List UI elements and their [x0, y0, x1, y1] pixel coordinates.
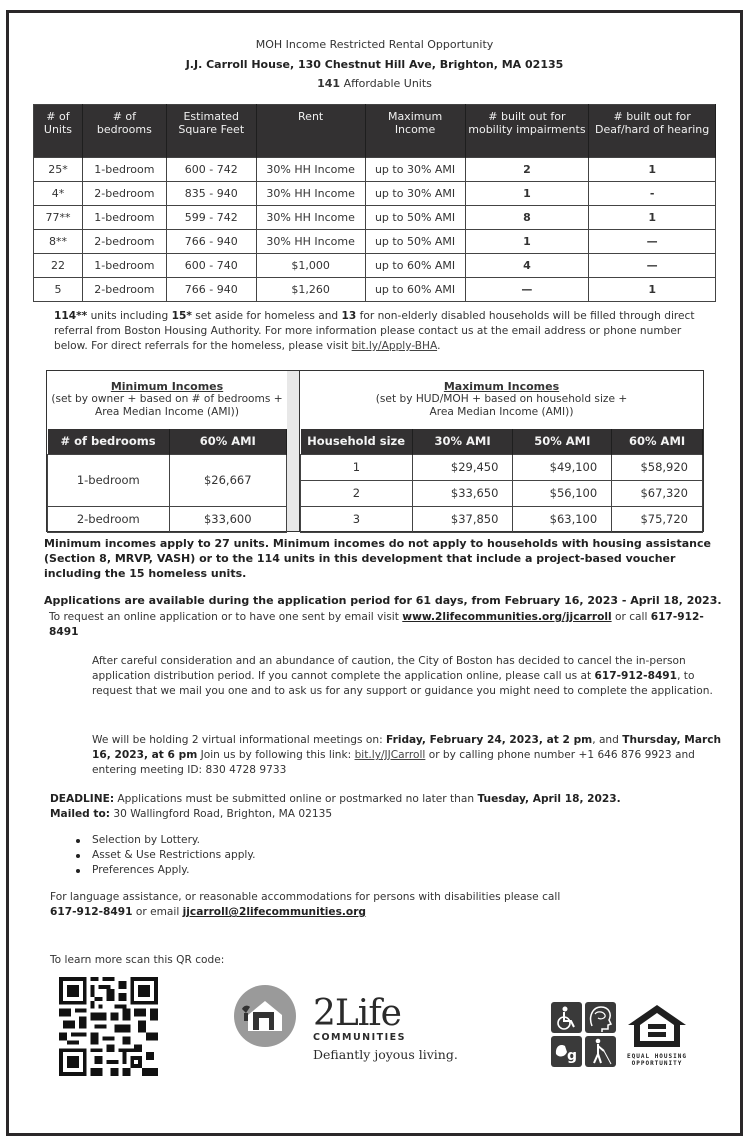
deadline	[50, 792, 730, 822]
unit-count: 141	[317, 77, 341, 90]
unit-count-label: Affordable Units	[340, 77, 432, 90]
eho-line-1: EQUAL HOUSING	[627, 1053, 687, 1060]
col-header: # of bedrooms	[48, 429, 170, 454]
cell-rent: 30% HH Income	[256, 158, 365, 182]
qr-code-icon[interactable]	[57, 977, 160, 1076]
col-header: Estimated Square Feet	[166, 105, 256, 158]
cell-bedrooms: 2-bedroom	[48, 506, 170, 532]
cell-rent: 30% HH Income	[256, 206, 365, 230]
cell-30-ami: $29,450	[412, 454, 513, 480]
property-address: J.J. Carroll House, 130 Chestnut Hill Ave, Brighton, MA 02135	[185, 58, 564, 71]
col-header: # of Units	[34, 105, 83, 158]
requirements-list	[70, 833, 749, 878]
table-row	[34, 230, 716, 254]
cell-units: 22	[34, 254, 83, 278]
list-item: Preferences Apply.	[70, 863, 749, 878]
col-header: 60% AMI	[169, 429, 286, 454]
table-row	[301, 454, 703, 480]
cell-max-income: up to 30% AMI	[365, 182, 465, 206]
col-header: # built out for Deaf/hard of hearing	[589, 105, 716, 158]
2life-logo-icon	[234, 985, 296, 1047]
cell-deaf: -	[589, 182, 716, 206]
cell-sqft: 600 - 742	[166, 158, 256, 182]
table-row	[48, 506, 287, 532]
accessibility-icons	[551, 1002, 617, 1068]
units-table	[33, 104, 716, 302]
logo-name: 2Life	[313, 993, 401, 1034]
cell-mobility: 2	[465, 158, 589, 182]
cell-household-size: 1	[301, 454, 413, 480]
min-incomes-header	[48, 429, 287, 454]
cell-units: 5	[34, 278, 83, 302]
homeless-units: 15*	[171, 310, 192, 322]
text: To request an online application or to have one sent by email visit	[49, 611, 403, 623]
text: for non-elderly disabled households will be filled through direct referral from Boston Housing Authority. For more information please contact us at the email address or phone number below. For direct referrals for the homeless, please visit	[54, 310, 695, 352]
cell-deaf: —	[589, 254, 716, 278]
cell-income: $33,600	[169, 506, 286, 532]
cell-household-size: 3	[301, 506, 413, 532]
disabled-units: 13	[341, 310, 357, 322]
table-row	[34, 182, 716, 206]
table-divider	[287, 370, 299, 532]
cell-deaf: 1	[589, 206, 716, 230]
cell-mobility: 1	[465, 182, 589, 206]
application-period: Applications are available during the application period for 61 days, from February 16, 2023 - April 18, 2023.	[44, 594, 722, 607]
cell-max-income: up to 60% AMI	[365, 278, 465, 302]
deadline-date: Tuesday, April 18, 2023.	[477, 793, 621, 805]
email-link[interactable]: jjcarroll@2lifecommunities.org	[182, 906, 367, 918]
blind-person-icon	[585, 1036, 616, 1067]
max-incomes-title: Maximum Incomes	[443, 380, 560, 393]
meeting-date-2: Thursday, March 16, 2023, at 6 pm	[92, 734, 722, 761]
logo-tagline: Defiantly joyous living.	[313, 1047, 458, 1062]
mail-label: Mailed to:	[50, 808, 110, 820]
cell-mobility: —	[465, 278, 589, 302]
cell-50-ami: $49,100	[513, 454, 612, 480]
cell-max-income: up to 60% AMI	[365, 254, 465, 278]
units-table-header	[34, 105, 716, 158]
cell-bedrooms: 1-bedroom	[48, 454, 170, 506]
sign-language-icon	[551, 1036, 582, 1067]
minimum-incomes-table	[46, 370, 288, 532]
text: or call	[611, 611, 651, 623]
cell-units: 77**	[34, 206, 83, 230]
maximum-incomes-table	[299, 370, 704, 532]
col-header: Rent	[256, 105, 365, 158]
table-row	[34, 206, 716, 230]
request-application	[49, 610, 729, 640]
col-header: # built out for mobility impairments	[465, 105, 589, 158]
text: For language assistance, or reasonable accommodations for persons with disabilities please call	[50, 891, 561, 903]
table-row	[48, 454, 287, 506]
max-incomes-title-block	[300, 371, 703, 429]
list-item: Selection by Lottery.	[70, 833, 749, 848]
table-row	[301, 506, 703, 532]
text: After careful consideration and an abundance of caution, the City of Boston has decided to cancel the in-person application distribution period. If you cannot complete the application online, please call us at	[92, 655, 686, 682]
min-incomes-subtitle: (set by owner + based on # of bedrooms + Area Median Income (AMI))	[51, 393, 283, 418]
cell-bedrooms: 2-bedroom	[82, 278, 166, 302]
cancellation-note	[92, 654, 722, 699]
cell-max-income: up to 30% AMI	[365, 158, 465, 182]
max-incomes-header	[301, 429, 703, 454]
col-header: 30% AMI	[412, 429, 513, 454]
cell-sqft: 600 - 740	[166, 254, 256, 278]
cell-bedrooms: 1-bedroom	[82, 158, 166, 182]
cell-deaf: 1	[589, 278, 716, 302]
min-income-note: Minimum incomes apply to 27 units. Minimum incomes do not apply to households with housing assistance (Section 8, MRVP, VASH) or to the 114 units in this development that include a project-based voucher including the 15 homeless units.	[44, 537, 711, 580]
wheelchair-icon	[551, 1002, 582, 1033]
flyer-subtitle: MOH Income Restricted Rental Opportunity	[255, 38, 494, 51]
cell-50-ami: $63,100	[513, 506, 612, 532]
cell-bedrooms: 2-bedroom	[82, 230, 166, 254]
phone-number: 617-912-8491	[50, 906, 133, 918]
max-incomes-grid	[300, 429, 703, 533]
mail-address: 30 Wallingford Road, Brighton, MA 02135	[110, 808, 333, 820]
affordable-units-count	[0, 77, 749, 90]
cell-60-ami: $67,320	[612, 480, 703, 506]
assistance-note	[50, 890, 730, 920]
equal-housing-icon	[626, 1003, 688, 1049]
meetings-note	[92, 733, 722, 778]
col-header: Maximum Income	[365, 105, 465, 158]
meeting-date-1: Friday, February 24, 2023, at 2 pm	[386, 734, 593, 746]
cell-mobility: 4	[465, 254, 589, 278]
eho-line-2: OPPORTUNITY	[631, 1060, 683, 1067]
text: or email	[132, 906, 183, 918]
application-link[interactable]: www.2lifecommunities.org/jjcarroll	[402, 611, 612, 623]
cell-rent: $1,260	[256, 278, 365, 302]
cell-household-size: 2	[301, 480, 413, 506]
min-incomes-grid	[47, 429, 287, 533]
text: Applications must be submitted online or postmarked no later than	[114, 793, 478, 805]
phone-number: 617-912-8491	[594, 670, 678, 682]
cell-max-income: up to 50% AMI	[365, 206, 465, 230]
col-header: 50% AMI	[513, 429, 612, 454]
text: .	[437, 340, 441, 352]
cell-rent: 30% HH Income	[256, 230, 365, 254]
cell-income: $26,667	[169, 454, 286, 506]
cell-60-ami: $75,720	[612, 506, 703, 532]
min-incomes-title-block	[47, 371, 287, 429]
cell-rent: 30% HH Income	[256, 182, 365, 206]
referral-units: 114**	[54, 310, 88, 322]
cell-max-income: up to 50% AMI	[365, 230, 465, 254]
text: , to request that we mail you one and to ask us for any support or guidance you might need to complete the application.	[92, 670, 713, 697]
min-incomes-title: Minimum Incomes	[110, 380, 224, 393]
text: units including	[87, 310, 172, 322]
text: set aside for homeless and	[191, 310, 342, 322]
cell-sqft: 835 - 940	[166, 182, 256, 206]
cell-30-ami: $37,850	[412, 506, 513, 532]
cognitive-head-icon	[585, 1002, 616, 1033]
svg-text:g: g	[567, 1048, 578, 1064]
cell-sqft: 766 - 940	[166, 278, 256, 302]
table-row	[301, 480, 703, 506]
cell-deaf: 1	[589, 158, 716, 182]
cell-50-ami: $56,100	[513, 480, 612, 506]
referral-note	[54, 309, 714, 354]
cell-bedrooms: 1-bedroom	[82, 254, 166, 278]
col-header: # of bedrooms	[82, 105, 166, 158]
max-incomes-subtitle: Area Median Income (AMI))	[429, 406, 574, 418]
text: We will be holding 2 virtual informational meetings on:	[92, 734, 387, 746]
cell-units: 25*	[34, 158, 83, 182]
meeting-link[interactable]: bit.ly/JJCarroll	[354, 749, 426, 761]
cell-units: 8**	[34, 230, 83, 254]
qr-label: To learn more scan this QR code:	[50, 954, 225, 966]
cell-sqft: 766 - 940	[166, 230, 256, 254]
cell-sqft: 599 - 742	[166, 206, 256, 230]
phone-number: 617-912-8491	[49, 611, 704, 638]
max-incomes-subtitle: (set by HUD/MOH + based on household size +	[375, 393, 628, 405]
text: Join us by following this link:	[197, 749, 355, 761]
table-row	[34, 254, 716, 278]
col-header: 60% AMI	[612, 429, 703, 454]
text: or by calling phone number +1 646 876 9923 and entering meeting ID: 830 4728 9733	[92, 749, 695, 776]
bha-link[interactable]: bit.ly/Apply-BHA	[351, 340, 438, 352]
cell-bedrooms: 1-bedroom	[82, 206, 166, 230]
cell-mobility: 8	[465, 206, 589, 230]
cell-30-ami: $33,650	[412, 480, 513, 506]
list-item: Asset & Use Restrictions apply.	[70, 848, 749, 863]
cell-units: 4*	[34, 182, 83, 206]
cell-mobility: 1	[465, 230, 589, 254]
table-row	[34, 278, 716, 302]
cell-rent: $1,000	[256, 254, 365, 278]
cell-deaf: —	[589, 230, 716, 254]
equal-housing-logo	[626, 1003, 688, 1069]
deadline-label: DEADLINE:	[50, 793, 115, 805]
col-header: Household size	[301, 429, 413, 454]
logo-subtitle: COMMUNITIES	[313, 1032, 407, 1043]
text: , and	[592, 734, 623, 746]
cell-60-ami: $58,920	[612, 454, 703, 480]
cell-bedrooms: 2-bedroom	[82, 182, 166, 206]
table-row	[34, 158, 716, 182]
